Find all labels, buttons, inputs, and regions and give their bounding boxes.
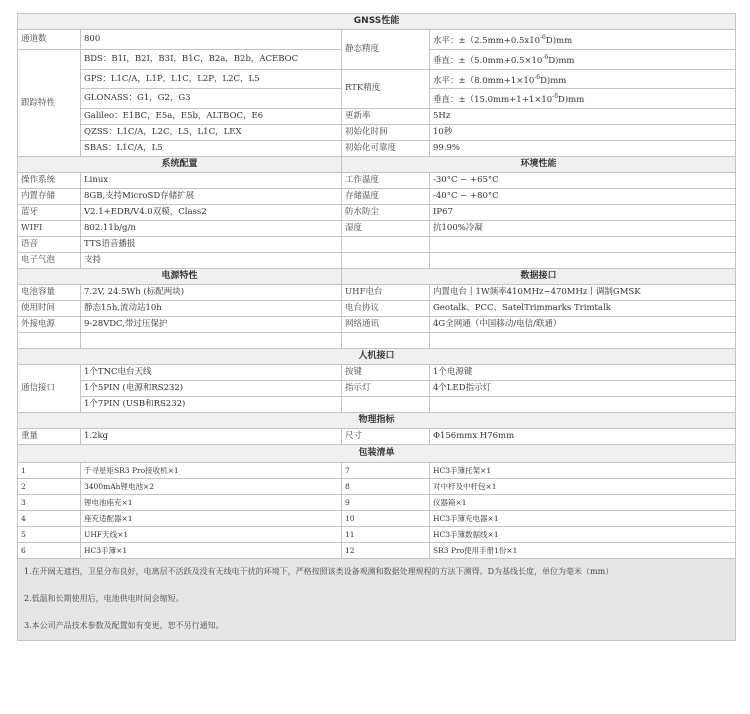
packing-item: HC3手簿×1	[81, 543, 342, 559]
uhf-label: UHF电台	[342, 285, 430, 301]
environment-title: 环境性能	[342, 157, 736, 173]
packing-item: 对中杆及中杆包×1	[430, 479, 736, 495]
packing-item: 锂电池座充×1	[81, 495, 342, 511]
tracking-glonass: GLONASS：G1，G2，G3	[81, 89, 342, 109]
comm-interface-5pin: 1个5PIN (电源和RS232)	[81, 381, 342, 397]
battery-value: 7.2V, 24.5Wh (标配两块)	[81, 285, 342, 301]
work-temp-label: 工作温度	[342, 173, 430, 189]
waterproof-value: IP67	[430, 205, 736, 221]
static-horizontal: 水平：$\pm(2.5mm+0.5x10^{-6}D)mm$	[430, 30, 736, 50]
rtk-vertical: 垂直：$\pm(15.0mm+1+1\times 10^{-6}D)mm$	[430, 89, 736, 109]
empty-cell	[430, 253, 736, 269]
bluetooth-value: V2.1+EDR/V4.0双模，Class2	[81, 205, 342, 221]
size-value: Φ156mmx H76mm	[430, 429, 736, 445]
empty-cell	[342, 237, 430, 253]
radio-protocol-label: 电台协议	[342, 301, 430, 317]
tracking-sbas: SBAS：L1C/A，L5	[81, 141, 342, 157]
packing-no: 1	[18, 463, 81, 479]
key-value: 1个电源键	[430, 365, 736, 381]
wifi-value: 802.11b/g/n	[81, 221, 342, 237]
comm-interface-label: 通信接口	[18, 365, 81, 413]
channels-label: 通道数	[18, 30, 81, 50]
storage-value: 8GB,支持MicroSD存储扩展	[81, 189, 342, 205]
packing-item: UHF天线×1	[81, 527, 342, 543]
packing-item: 千寻星矩SR3 Pro接收机×1	[81, 463, 342, 479]
packing-item: 座充适配器×1	[81, 511, 342, 527]
empty-cell	[81, 333, 342, 349]
init-reliability-label: 初始化可靠度	[342, 141, 430, 157]
packing-no: 3	[18, 495, 81, 511]
packing-no: 9	[342, 495, 430, 511]
size-label: 尺寸	[342, 429, 430, 445]
battery-label: 电池容量	[18, 285, 81, 301]
led-value: 4个LED指示灯	[430, 381, 736, 397]
rtk-horizontal: 水平：$\pm(8.0mm+1\times 10^{-6}D)mm$	[430, 69, 736, 89]
tracking-gps: GPS：L1C/A，L1P，L1C，L2P，L2C，L5	[81, 69, 342, 89]
packing-no: 5	[18, 527, 81, 543]
init-time-value: 10秒	[430, 125, 736, 141]
init-time-label: 初始化时间	[342, 125, 430, 141]
update-rate-value: 5Hz	[430, 109, 736, 125]
packing-no: 8	[342, 479, 430, 495]
power-title: 电源特性	[18, 269, 342, 285]
external-power-value: 9-28VDC,带过压保护	[81, 317, 342, 333]
voice-label: 语音	[18, 237, 81, 253]
packing-no: 4	[18, 511, 81, 527]
packing-no: 7	[342, 463, 430, 479]
note-1: 1.在开阔无遮挡，卫星分布良好，电离层不活跃及没有无线电干扰的环境下，严格按照该类设备观测和数据处理规程的方法下测得。D为基线长度，单位为毫米（mm）	[24, 567, 614, 577]
channels-value: 800	[81, 30, 342, 50]
os-label: 操作系统	[18, 173, 81, 189]
packing-no: 2	[18, 479, 81, 495]
store-temp-label: 存储温度	[342, 189, 430, 205]
tracking-qzss: QZSS：L1C/A，L2C，L5，L1C，LEX	[81, 125, 342, 141]
weight-value: 1.2kg	[81, 429, 342, 445]
radio-protocol-value: Geotalk、PCC、SatelTrimmarks Trimtalk	[430, 301, 736, 317]
tracking-bds: BDS：B1I，B2I，B3I，B1C，B2a，B2b，ACEBOC	[81, 49, 342, 69]
empty-cell	[430, 237, 736, 253]
packing-item: SR3 Pro使用手册1份×1	[430, 543, 736, 559]
notes-block	[18, 559, 736, 641]
network-label: 网络通讯	[342, 317, 430, 333]
network-value: 4G全网通（中国移动/电信/联通）	[430, 317, 736, 333]
init-reliability-value: 99.9%	[430, 141, 736, 157]
packing-item: HC3手簿托架×1	[430, 463, 736, 479]
packing-item: 3400mAh锂电池×2	[81, 479, 342, 495]
empty-cell	[430, 397, 736, 413]
empty-cell	[342, 397, 430, 413]
static-accuracy-label: 静态精度	[342, 30, 430, 70]
packing-no: 10	[342, 511, 430, 527]
empty-cell	[342, 333, 430, 349]
voice-value: TTS语音播报	[81, 237, 342, 253]
gnss-title: GNSS性能	[18, 14, 736, 30]
storage-label: 内置存储	[18, 189, 81, 205]
packing-item: HC3手簿数据线×1	[430, 527, 736, 543]
led-label: 指示灯	[342, 381, 430, 397]
bluetooth-label: 蓝牙	[18, 205, 81, 221]
external-power-label: 外接电源	[18, 317, 81, 333]
physical-title: 物理指标	[18, 413, 736, 429]
weight-label: 重量	[18, 429, 81, 445]
tracking-label: 跟踪特性	[18, 49, 81, 156]
data-interface-title: 数据接口	[342, 269, 736, 285]
rtk-accuracy-label: RTK精度	[342, 69, 430, 109]
packing-no: 12	[342, 543, 430, 559]
packing-item: HC3手簿充电器×1	[430, 511, 736, 527]
humidity-value: 抗100%冷凝	[430, 221, 736, 237]
packing-title: 包装清单	[18, 445, 736, 463]
usage-time-label: 使用时间	[18, 301, 81, 317]
humidity-label: 湿度	[342, 221, 430, 237]
comm-interface-7pin: 1个7PIN (USB和RS232)	[81, 397, 342, 413]
bubble-label: 电子气泡	[18, 253, 81, 269]
spec-table	[17, 13, 736, 641]
wifi-label: WIFI	[18, 221, 81, 237]
key-label: 按键	[342, 365, 430, 381]
system-title: 系统配置	[18, 157, 342, 173]
hmi-title: 人机接口	[18, 349, 736, 365]
empty-cell	[18, 333, 81, 349]
empty-cell	[342, 253, 430, 269]
tracking-galileo: Galileo：E1BC，E5a，E5b，ALTBOC，E6	[81, 109, 342, 125]
packing-no: 6	[18, 543, 81, 559]
os-value: Linux	[81, 173, 342, 189]
update-rate-label: 更新率	[342, 109, 430, 125]
uhf-value: 内置电台丨1W频率410MHz~470MHz丨调制GMSK	[430, 285, 736, 301]
note-3: 3.本公司产品技术参数及配置如有变更，恕不另行通知。	[24, 621, 224, 631]
usage-time-value: 静态15h,流动站10h	[81, 301, 342, 317]
note-2: 2.低温和长期使用后，电池供电时间会缩短。	[24, 594, 184, 604]
comm-interface-tnc: 1个TNC电台天线	[81, 365, 342, 381]
static-vertical: 垂直：$\pm(5.0mm+0.5\times 10^{-6}D)mm$	[430, 49, 736, 69]
packing-item: 仪器箱×1	[430, 495, 736, 511]
empty-cell	[430, 333, 736, 349]
packing-no: 11	[342, 527, 430, 543]
waterproof-label: 防水防尘	[342, 205, 430, 221]
bubble-value: 支持	[81, 253, 342, 269]
work-temp-value: -30°C ~ +65°C	[430, 173, 736, 189]
store-temp-value: -40°C ~ +80°C	[430, 189, 736, 205]
